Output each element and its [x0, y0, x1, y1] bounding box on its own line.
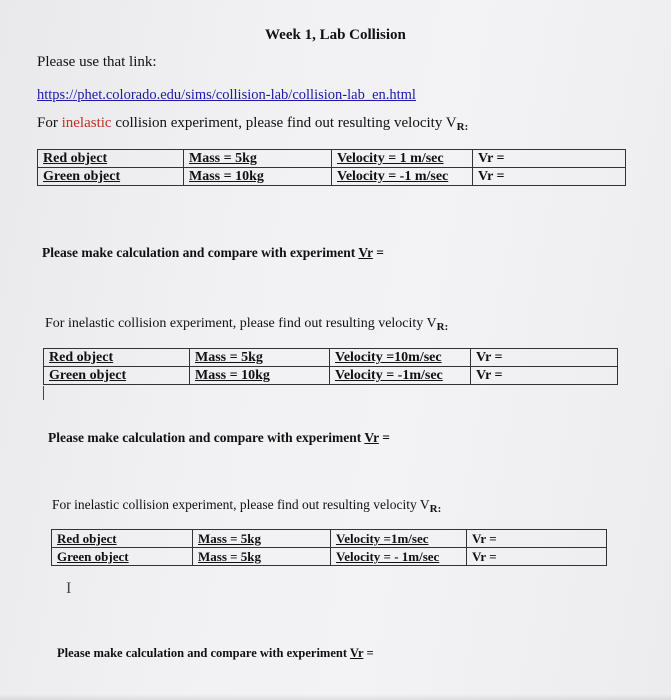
experiment-3-compare: Please make calculation and compare with experiment Vr =	[57, 646, 374, 660]
velocity-cell: Velocity = 1 m/sec	[332, 150, 473, 168]
text-cursor-icon: I	[66, 580, 72, 597]
table-row	[38, 168, 626, 186]
experiment-3-table	[51, 529, 607, 566]
vr-cell: Vr =	[473, 168, 626, 186]
text-cursor-line	[43, 386, 44, 400]
table-row	[52, 530, 607, 548]
vr-cell: Vr =	[471, 367, 618, 385]
mass-cell: Mass = 5kg	[193, 548, 331, 566]
page-edge-shadow	[0, 694, 671, 700]
mass-cell: Mass = 10kg	[190, 367, 330, 385]
experiment-3-prompt: For inelastic collision experiment, please find out resulting velocity $V_{R:}$	[52, 497, 442, 515]
object-cell: Green object	[52, 548, 193, 566]
object-cell: Green object	[44, 367, 190, 385]
vr-cell: Vr =	[467, 530, 607, 548]
page-title: Week 1, Lab Collision	[265, 27, 406, 43]
experiment-1-prompt: For inelastic collision experiment, please find out resulting velocity $V_{R:}$	[37, 115, 469, 133]
vr-cell: Vr =	[471, 349, 618, 367]
object-cell: Red object	[38, 150, 184, 168]
experiment-2-compare: Please make calculation and compare with experiment Vr =	[48, 430, 390, 445]
table-row	[38, 150, 626, 168]
velocity-cell: Velocity =1m/sec	[331, 530, 467, 548]
mass-cell: Mass = 5kg	[184, 150, 332, 168]
table-row	[44, 367, 618, 385]
table-row	[44, 349, 618, 367]
experiment-2-table	[43, 348, 618, 385]
mass-cell: Mass = 10kg	[184, 168, 332, 186]
mass-cell: Mass = 5kg	[193, 530, 331, 548]
object-cell: Red object	[44, 349, 190, 367]
inelastic-highlight: inelastic	[61, 115, 112, 131]
object-cell: Red object	[52, 530, 193, 548]
collision-lab-link[interactable]: https://phet.colorado.edu/sims/collision-lab/collision-lab_en.html	[37, 87, 416, 103]
mass-cell: Mass = 5kg	[190, 349, 330, 367]
velocity-cell: Velocity = - 1m/sec	[331, 548, 467, 566]
velocity-cell: Velocity = -1m/sec	[330, 367, 471, 385]
experiment-1-table	[37, 149, 626, 186]
experiment-1-compare: Please make calculation and compare with experiment Vr =	[42, 245, 384, 260]
experiment-2-prompt: For inelastic collision experiment, please find out resulting velocity $V_{R:}$	[45, 316, 449, 333]
intro-text: Please use that link:	[37, 54, 157, 70]
vr-cell: Vr =	[473, 150, 626, 168]
velocity-cell: Velocity =10m/sec	[330, 349, 471, 367]
vr-cell: Vr =	[467, 548, 607, 566]
object-cell: Green object	[38, 168, 184, 186]
table-row	[52, 548, 607, 566]
velocity-cell: Velocity = -1 m/sec	[332, 168, 473, 186]
